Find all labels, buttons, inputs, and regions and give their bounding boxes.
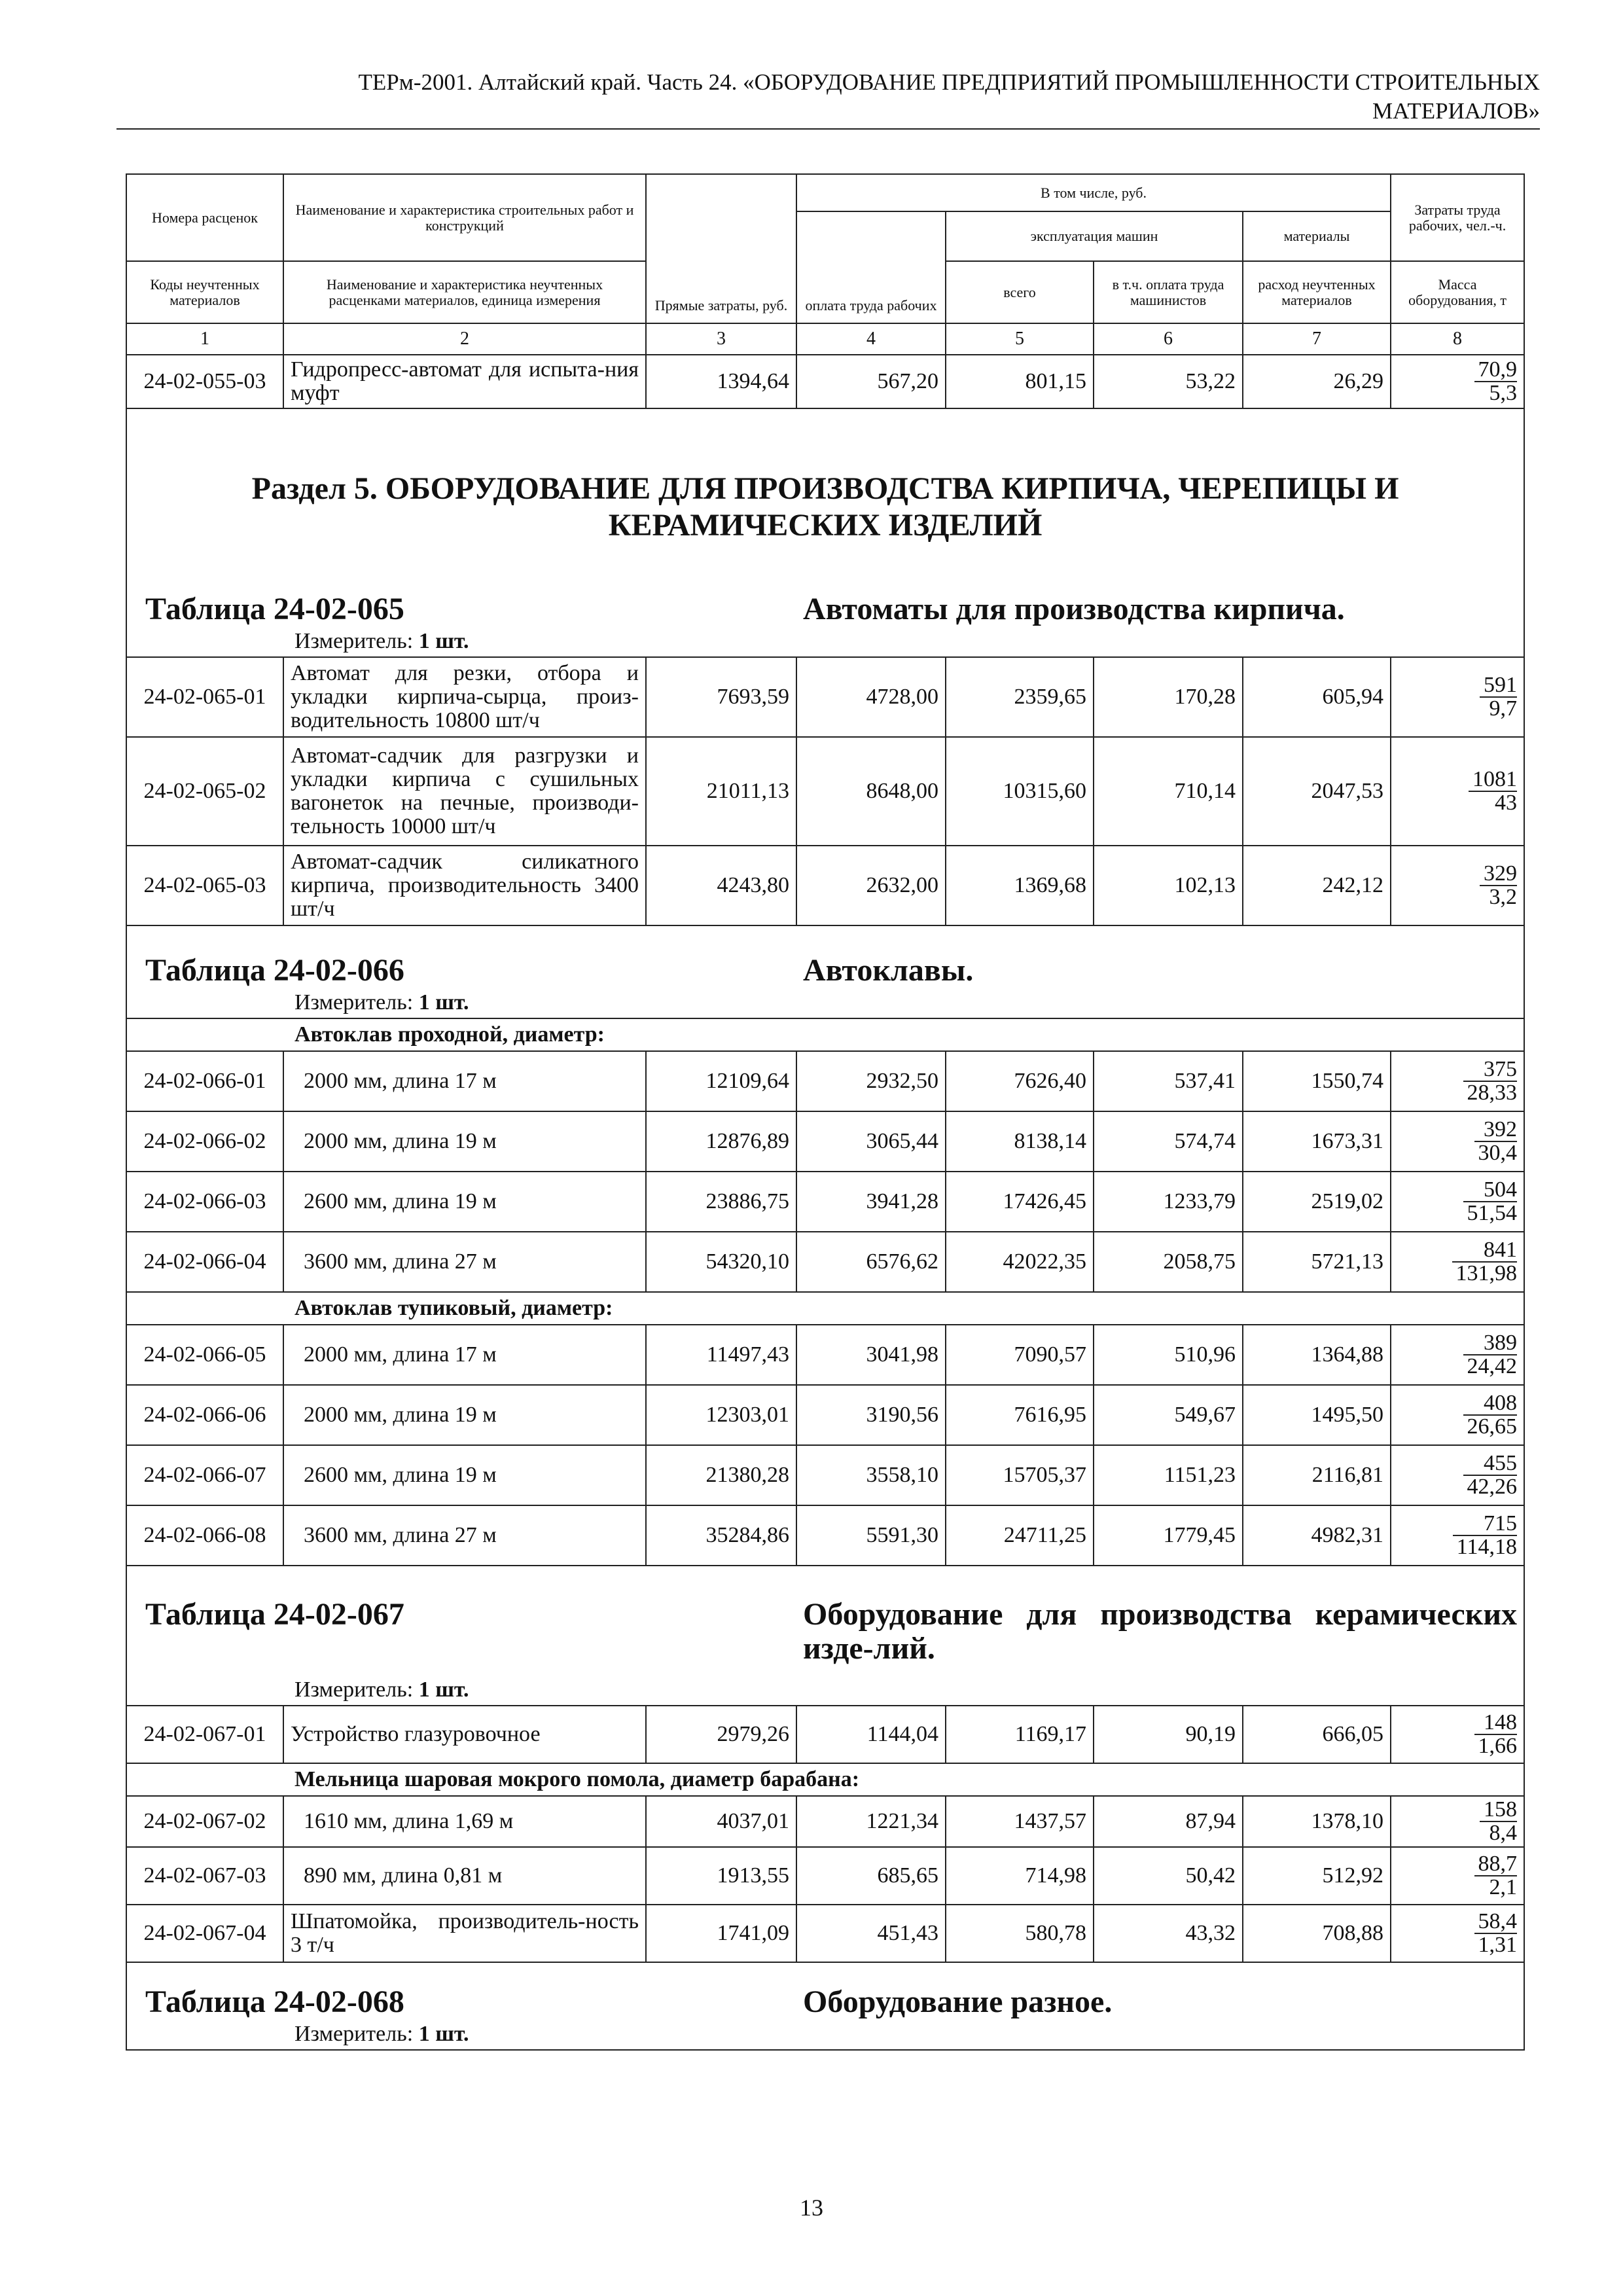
col-number: 4	[796, 323, 946, 355]
direct-costs: 12109,64	[646, 1051, 796, 1111]
hdr-unaccounted-consumption: расход неучтенных материалов	[1243, 261, 1391, 323]
labor-value: 88,7	[1474, 1853, 1518, 1876]
labor-value: 389	[1463, 1332, 1518, 1355]
column-numbers-row	[126, 323, 1524, 355]
table-065-label: Таблица 24-02-065	[126, 579, 796, 626]
measure-value: 1 шт.	[418, 1677, 469, 1702]
labor-value: 1081	[1469, 768, 1517, 792]
table-066-title-row	[126, 925, 1524, 988]
labor-mass	[1391, 1505, 1524, 1566]
worker-pay: 2932,50	[796, 1051, 946, 1111]
worker-pay: 1144,04	[796, 1706, 946, 1763]
table-row	[126, 1847, 1524, 1905]
rate-name: 2000 мм, длина 19 м	[283, 1385, 646, 1445]
labor-mass	[1391, 1111, 1524, 1172]
machinist-pay: 1779,45	[1094, 1505, 1243, 1566]
rate-code: 24-02-066-03	[126, 1172, 283, 1232]
machine-total: 1169,17	[946, 1706, 1094, 1763]
rate-name: Шпатомойка, производитель-ность 3 т/ч	[283, 1905, 646, 1962]
direct-costs: 4037,01	[646, 1796, 796, 1847]
labor-value: 455	[1463, 1452, 1518, 1476]
machine-total: 7616,95	[946, 1385, 1094, 1445]
group-heading: Автоклав проходной, диаметр:	[126, 1018, 1524, 1051]
running-header	[116, 68, 1540, 130]
machinist-pay: 170,28	[1094, 657, 1243, 737]
section-row	[126, 408, 1524, 579]
materials-cost: 5721,13	[1243, 1232, 1391, 1292]
labor-value: 70,9	[1474, 359, 1518, 382]
measure-unit	[126, 2019, 1524, 2050]
col-number: 5	[946, 323, 1094, 355]
machine-total: 801,15	[946, 355, 1094, 408]
machinist-pay: 1151,23	[1094, 1445, 1243, 1505]
table-row	[126, 1385, 1524, 1445]
table-row	[126, 355, 1524, 408]
measure-unit	[126, 1675, 1524, 1706]
machinist-pay: 1233,79	[1094, 1172, 1243, 1232]
table-068-measure-row	[126, 2019, 1524, 2050]
worker-pay: 5591,30	[796, 1505, 946, 1566]
direct-costs: 23886,75	[646, 1172, 796, 1232]
machine-total: 7626,40	[946, 1051, 1094, 1111]
mass-value: 8,4	[1489, 1820, 1518, 1845]
measure-label: Измеритель:	[294, 1677, 414, 1702]
materials-cost: 2519,02	[1243, 1172, 1391, 1232]
section-title-line1: Раздел 5. ОБОРУДОВАНИЕ ДЛЯ ПРОИЗВОДСТВА КИРПИЧА, ЧЕРЕПИЦЫ И	[251, 471, 1399, 506]
rate-code: 24-02-066-02	[126, 1111, 283, 1172]
worker-pay: 1221,34	[796, 1796, 946, 1847]
worker-pay: 567,20	[796, 355, 946, 408]
worker-pay: 3065,44	[796, 1111, 946, 1172]
table-row	[126, 1905, 1524, 1962]
table-068-title-row	[126, 1962, 1524, 2019]
machine-total: 714,98	[946, 1847, 1094, 1905]
materials-cost: 242,12	[1243, 846, 1391, 925]
machine-total: 1369,68	[946, 846, 1094, 925]
worker-pay: 4728,00	[796, 657, 946, 737]
rate-name: Автомат для резки, отбора и укладки кирпича-сырца, произ-водительность 10800 шт/ч	[283, 657, 646, 737]
hdr-rate-numbers: Номера расценок	[126, 174, 283, 261]
rate-code: 24-02-065-03	[126, 846, 283, 925]
mass-value: 1,31	[1478, 1932, 1518, 1957]
labor-value: 504	[1463, 1179, 1518, 1202]
rate-code: 24-02-067-03	[126, 1847, 283, 1905]
mass-value: 5,3	[1489, 380, 1518, 405]
table-066-title: Автоклавы.	[796, 925, 1524, 988]
worker-pay: 3041,98	[796, 1325, 946, 1385]
hdr-labor: Затраты труда рабочих, чел.-ч.	[1391, 174, 1524, 261]
table-row	[126, 1505, 1524, 1566]
materials-cost: 26,29	[1243, 355, 1391, 408]
mass-value: 30,4	[1478, 1140, 1518, 1165]
direct-costs: 12303,01	[646, 1385, 796, 1445]
direct-costs: 35284,86	[646, 1505, 796, 1566]
col-number: 2	[283, 323, 646, 355]
hdr-unaccounted-name: Наименование и характеристика неучтенных расценками материалов, единица измерения	[283, 261, 646, 323]
labor-mass	[1391, 1172, 1524, 1232]
labor-mass	[1391, 1905, 1524, 1962]
rate-name: 890 мм, длина 0,81 м	[283, 1847, 646, 1905]
labor-mass	[1391, 737, 1524, 846]
direct-costs: 1741,09	[646, 1905, 796, 1962]
machinist-pay: 710,14	[1094, 737, 1243, 846]
labor-value: 148	[1474, 1712, 1518, 1735]
hdr-direct-costs: Прямые затраты, руб.	[646, 174, 796, 323]
rate-code: 24-02-067-01	[126, 1706, 283, 1763]
mass-value: 43	[1495, 790, 1518, 815]
group-heading: Автоклав тупиковый, диаметр:	[126, 1292, 1524, 1325]
labor-value: 58,4	[1474, 1910, 1518, 1934]
group-row	[126, 1763, 1524, 1796]
materials-cost: 1378,10	[1243, 1796, 1391, 1847]
machinist-pay: 549,67	[1094, 1385, 1243, 1445]
labor-value: 715	[1453, 1513, 1517, 1536]
direct-costs: 11497,43	[646, 1325, 796, 1385]
rate-name: 2600 мм, длина 19 м	[283, 1172, 646, 1232]
machinist-pay: 90,19	[1094, 1706, 1243, 1763]
labor-mass	[1391, 1325, 1524, 1385]
hdr-including: В том числе, руб.	[796, 174, 1391, 211]
machinist-pay: 510,96	[1094, 1325, 1243, 1385]
labor-mass	[1391, 1385, 1524, 1445]
machine-total: 7090,57	[946, 1325, 1094, 1385]
worker-pay: 8648,00	[796, 737, 946, 846]
labor-mass	[1391, 846, 1524, 925]
group-row	[126, 1292, 1524, 1325]
mass-value: 28,33	[1467, 1080, 1518, 1105]
table-067-title-row	[126, 1566, 1524, 1675]
table-066-measure-row	[126, 988, 1524, 1018]
materials-cost: 512,92	[1243, 1847, 1391, 1905]
mass-value: 114,18	[1456, 1534, 1518, 1559]
mass-value: 9,7	[1489, 696, 1518, 721]
direct-costs: 2979,26	[646, 1706, 796, 1763]
labor-mass	[1391, 1232, 1524, 1292]
materials-cost: 666,05	[1243, 1706, 1391, 1763]
rate-name: 2600 мм, длина 19 м	[283, 1445, 646, 1505]
rate-name: 2000 мм, длина 19 м	[283, 1111, 646, 1172]
table-row	[126, 1051, 1524, 1111]
rate-code: 24-02-065-01	[126, 657, 283, 737]
labor-mass	[1391, 657, 1524, 737]
worker-pay: 3190,56	[796, 1385, 946, 1445]
direct-costs: 21380,28	[646, 1445, 796, 1505]
materials-cost: 2047,53	[1243, 737, 1391, 846]
rate-name: 2000 мм, длина 17 м	[283, 1325, 646, 1385]
worker-pay: 451,43	[796, 1905, 946, 1962]
measure-value: 1 шт.	[418, 2022, 469, 2046]
mass-value: 3,2	[1489, 884, 1518, 909]
labor-value: 841	[1452, 1239, 1518, 1263]
mass-value: 42,26	[1467, 1474, 1518, 1499]
mass-value: 131,98	[1455, 1261, 1518, 1285]
rate-name: Автомат-садчик для разгрузки и укладки кирпича с сушильных вагонеток на печные, производи-тельность 10000 шт/ч	[283, 737, 646, 846]
labor-mass	[1391, 1796, 1524, 1847]
labor-value: 375	[1463, 1058, 1518, 1082]
table-row	[126, 846, 1524, 925]
worker-pay: 3941,28	[796, 1172, 946, 1232]
running-header-line1: ТЕРм-2001. Алтайский край. Часть 24. «ОБОРУДОВАНИЕ ПРЕДПРИЯТИЙ ПРОМЫШЛЕННОСТИ СТРОИТЕЛЬНЫХ	[358, 69, 1540, 95]
col-number: 6	[1094, 323, 1243, 355]
mass-value: 26,65	[1467, 1414, 1518, 1439]
section-title-line2: КЕРАМИЧЕСКИХ ИЗДЕЛИЙ	[608, 508, 1043, 543]
machinist-pay: 537,41	[1094, 1051, 1243, 1111]
direct-costs: 12876,89	[646, 1111, 796, 1172]
table-row	[126, 1111, 1524, 1172]
hdr-name: Наименование и характеристика строительных работ и конструкций	[283, 174, 646, 261]
rate-code: 24-02-067-04	[126, 1905, 283, 1962]
rate-code: 24-02-066-07	[126, 1445, 283, 1505]
table-row	[126, 657, 1524, 737]
rate-code: 24-02-066-05	[126, 1325, 283, 1385]
direct-costs: 7693,59	[646, 657, 796, 737]
mass-value: 24,42	[1467, 1354, 1518, 1378]
measure-label: Измеритель:	[294, 2022, 414, 2046]
materials-cost: 1364,88	[1243, 1325, 1391, 1385]
rate-name: 1610 мм, длина 1,69 м	[283, 1796, 646, 1847]
col-number: 3	[646, 323, 796, 355]
direct-costs: 1394,64	[646, 355, 796, 408]
rate-name: 3600 мм, длина 27 м	[283, 1505, 646, 1566]
direct-costs: 4243,80	[646, 846, 796, 925]
hdr-total: всего	[946, 261, 1094, 323]
machine-total: 17426,45	[946, 1172, 1094, 1232]
header-row-1	[126, 174, 1524, 211]
measure-label: Измеритель:	[294, 629, 414, 653]
mass-value: 2,1	[1489, 1874, 1518, 1899]
worker-pay: 3558,10	[796, 1445, 946, 1505]
direct-costs: 54320,10	[646, 1232, 796, 1292]
labor-value: 158	[1480, 1799, 1517, 1822]
measure-unit	[126, 988, 1524, 1018]
table-065-title: Автоматы для производства кирпича.	[796, 579, 1524, 626]
machine-total: 15705,37	[946, 1445, 1094, 1505]
mass-value: 51,54	[1467, 1200, 1518, 1225]
labor-mass	[1391, 1051, 1524, 1111]
measure-unit	[126, 626, 1524, 657]
col-number: 8	[1391, 323, 1524, 355]
table-065-measure-row	[126, 626, 1524, 657]
table-067-measure-row	[126, 1675, 1524, 1706]
materials-cost: 708,88	[1243, 1905, 1391, 1962]
rate-code: 24-02-066-04	[126, 1232, 283, 1292]
labor-mass	[1391, 1847, 1524, 1905]
machinist-pay: 2058,75	[1094, 1232, 1243, 1292]
table-row	[126, 1172, 1524, 1232]
machine-total: 42022,35	[946, 1232, 1094, 1292]
materials-cost: 605,94	[1243, 657, 1391, 737]
table-row	[126, 1706, 1524, 1763]
table-066-label: Таблица 24-02-066	[126, 925, 796, 988]
rate-code: 24-02-066-08	[126, 1505, 283, 1566]
table-067-label: Таблица 24-02-067	[126, 1566, 796, 1675]
measure-value: 1 шт.	[418, 629, 469, 653]
table-row	[126, 1796, 1524, 1847]
machine-total: 24711,25	[946, 1505, 1094, 1566]
labor-value: 591	[1480, 674, 1517, 698]
machinist-pay: 574,74	[1094, 1111, 1243, 1172]
col-number: 7	[1243, 323, 1391, 355]
table-row	[126, 1325, 1524, 1385]
machinist-pay: 50,42	[1094, 1847, 1243, 1905]
labor-value: 329	[1480, 863, 1517, 886]
labor-mass	[1391, 1445, 1524, 1505]
machine-total: 1437,57	[946, 1796, 1094, 1847]
measure-label: Измеритель:	[294, 990, 414, 1014]
hdr-worker-pay: оплата труда рабочих	[796, 211, 946, 323]
hdr-equipment-mass: Масса оборудования, т	[1391, 261, 1524, 323]
rate-name: 2000 мм, длина 17 м	[283, 1051, 646, 1111]
rate-code: 24-02-055-03	[126, 355, 283, 408]
direct-costs: 21011,13	[646, 737, 796, 846]
page-number: 13	[800, 2195, 823, 2221]
machinist-pay: 53,22	[1094, 355, 1243, 408]
machine-total: 8138,14	[946, 1111, 1094, 1172]
materials-cost: 1495,50	[1243, 1385, 1391, 1445]
table-068-title: Оборудование разное.	[796, 1962, 1524, 2019]
worker-pay: 685,65	[796, 1847, 946, 1905]
materials-cost: 1673,31	[1243, 1111, 1391, 1172]
col-number: 1	[126, 323, 283, 355]
measure-value: 1 шт.	[418, 990, 469, 1014]
hdr-materials: материалы	[1243, 211, 1391, 261]
rate-code: 24-02-067-02	[126, 1796, 283, 1847]
labor-mass	[1391, 355, 1524, 408]
labor-value: 392	[1474, 1119, 1518, 1142]
rate-name: 3600 мм, длина 27 м	[283, 1232, 646, 1292]
group-row	[126, 1018, 1524, 1051]
machine-total: 580,78	[946, 1905, 1094, 1962]
rate-code: 24-02-066-01	[126, 1051, 283, 1111]
hdr-machinist-pay: в т.ч. оплата труда машинистов	[1094, 261, 1243, 323]
rates-table	[126, 173, 1525, 2051]
table-068-label: Таблица 24-02-068	[126, 1962, 796, 2019]
rate-code: 24-02-066-06	[126, 1385, 283, 1445]
machinist-pay: 87,94	[1094, 1796, 1243, 1847]
rate-name: Устройство глазуровочное	[283, 1706, 646, 1763]
machinist-pay: 43,32	[1094, 1905, 1243, 1962]
machine-total: 10315,60	[946, 737, 1094, 846]
mass-value: 1,66	[1478, 1733, 1518, 1758]
table-067-title: Оборудование для производства керамических изде-лий.	[796, 1566, 1524, 1675]
machine-total: 2359,65	[946, 657, 1094, 737]
materials-cost: 4982,31	[1243, 1505, 1391, 1566]
direct-costs: 1913,55	[646, 1847, 796, 1905]
labor-mass	[1391, 1706, 1524, 1763]
rate-name: Гидропресс-автомат для испыта-ния муфт	[283, 355, 646, 408]
worker-pay: 2632,00	[796, 846, 946, 925]
table-row	[126, 737, 1524, 846]
table-row	[126, 1232, 1524, 1292]
rate-name: Автомат-садчик силикатного кирпича, производительность 3400 шт/ч	[283, 846, 646, 925]
machinist-pay: 102,13	[1094, 846, 1243, 925]
materials-cost: 2116,81	[1243, 1445, 1391, 1505]
worker-pay: 6576,62	[796, 1232, 946, 1292]
table-row	[126, 1445, 1524, 1505]
materials-cost: 1550,74	[1243, 1051, 1391, 1111]
group-heading: Мельница шаровая мокрого помола, диаметр барабана:	[126, 1763, 1524, 1796]
hdr-unaccounted-codes: Коды неучтенных материалов	[126, 261, 283, 323]
table-065-title-row	[126, 579, 1524, 626]
labor-value: 408	[1463, 1392, 1518, 1416]
rate-code: 24-02-065-02	[126, 737, 283, 846]
running-header-line2: МАТЕРИАЛОВ»	[1372, 98, 1540, 124]
hdr-machine-operation: эксплуатация машин	[946, 211, 1243, 261]
